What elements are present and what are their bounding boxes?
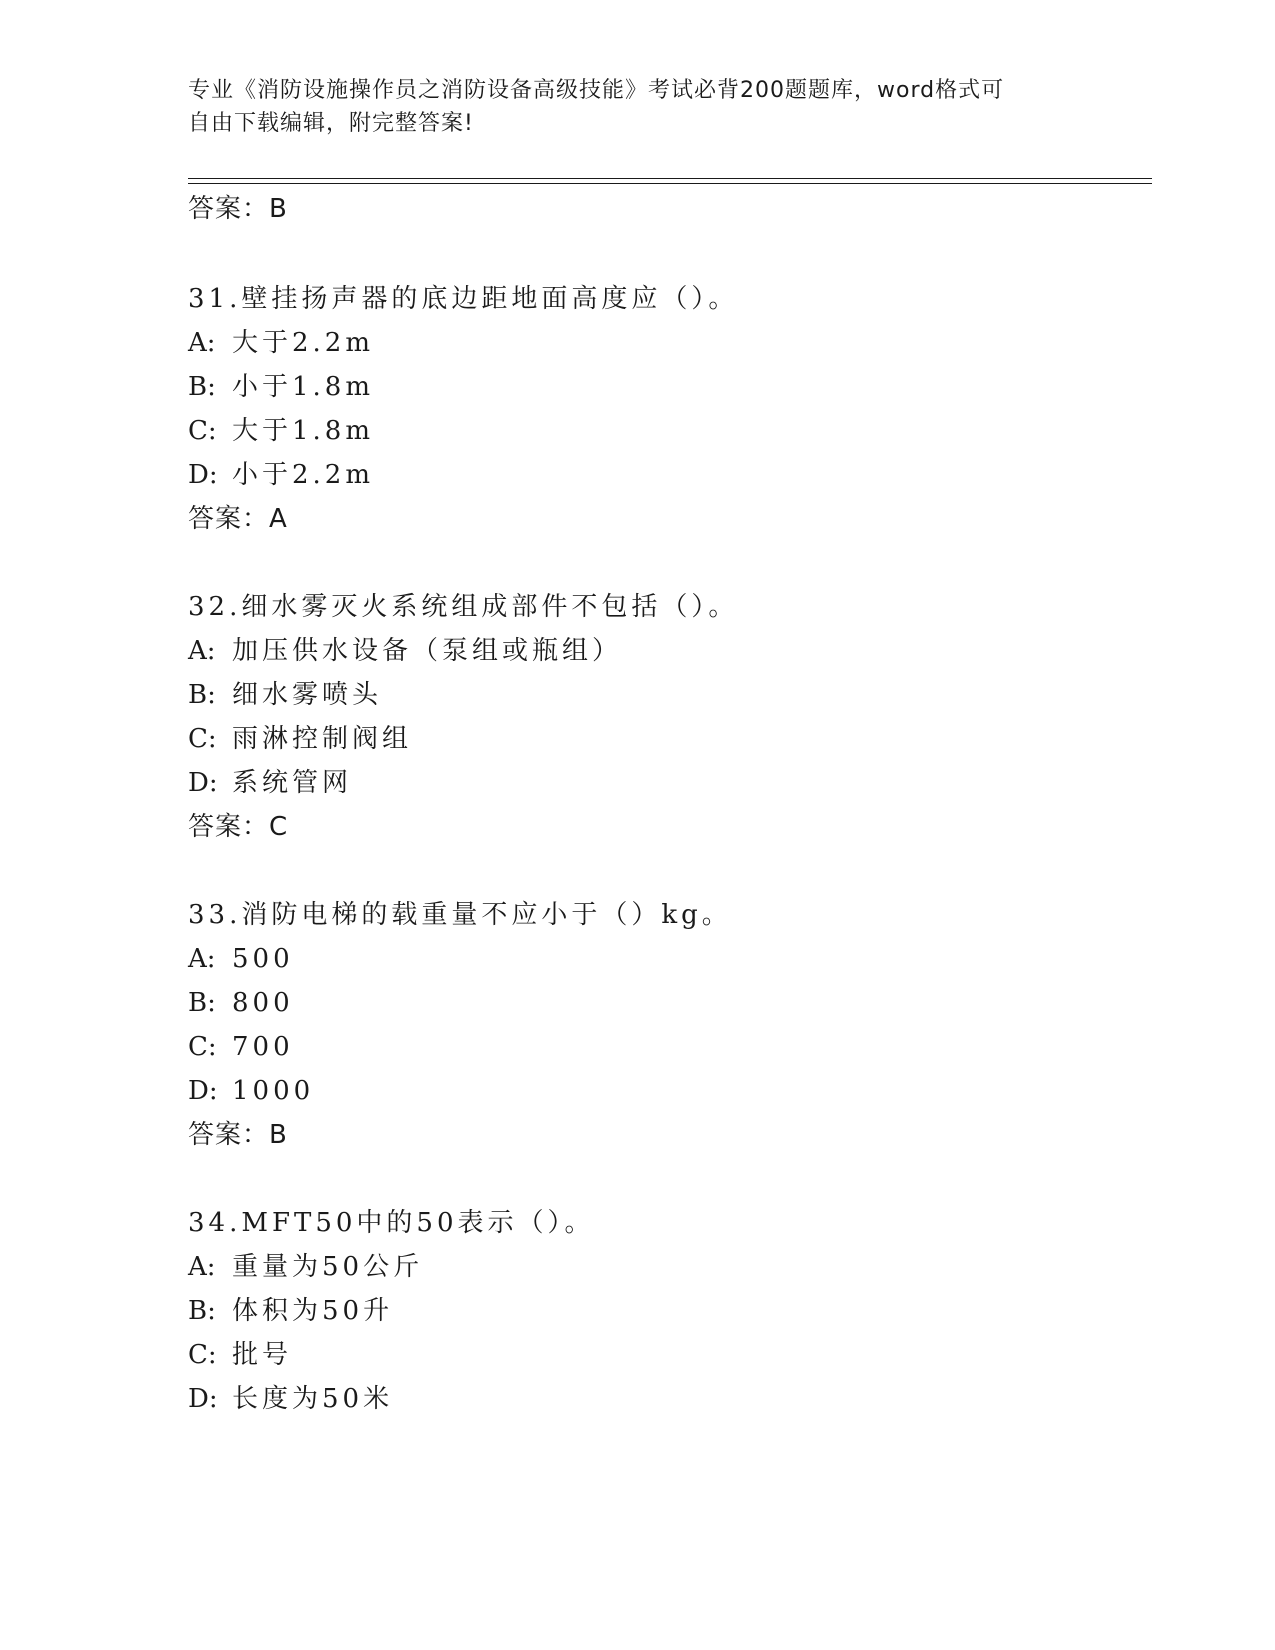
option-text: 雨淋控制阀组: [232, 724, 413, 754]
question-32-option-b: [188, 679, 382, 711]
question-34-text: 34.MFT50中的50表示（）。: [188, 1208, 595, 1238]
question-32-option-d: [188, 767, 352, 799]
header-line-1: 专业《消防设施操作员之消防设备高级技能》考试必背200题题库，word格式可: [188, 78, 1005, 103]
option-text: 加压供水设备（泵组或瓶组）: [232, 636, 623, 666]
question-32-answer: 答案：C: [188, 812, 289, 842]
option-text: 1000: [232, 1076, 315, 1106]
option-label: A:: [188, 1252, 216, 1282]
question-32-option-c: [188, 723, 412, 755]
question-33-option-c: [188, 1031, 294, 1063]
option-text: 小于1.8m: [232, 372, 375, 402]
option-label: B:: [188, 372, 216, 402]
option-text: 批号: [232, 1340, 293, 1370]
header-divider-top: [188, 178, 1152, 179]
option-text: 长度为50米: [232, 1384, 394, 1414]
option-label: B:: [188, 988, 216, 1018]
question-34-option-d: [188, 1383, 393, 1415]
question-31-option-c: [188, 415, 374, 447]
option-text: 系统管网: [232, 768, 353, 798]
question-32-option-a: [188, 635, 622, 667]
question-31-text: 31.壁挂扬声器的底边距地面高度应（）。: [188, 284, 739, 314]
option-label: C:: [188, 1340, 217, 1370]
header-divider-bottom: [188, 183, 1152, 184]
option-label: C:: [188, 416, 217, 446]
option-text: 700: [232, 1032, 294, 1062]
header-line-2: 自由下载编辑，附完整答案!: [188, 111, 474, 136]
option-label: A:: [188, 328, 216, 358]
question-34-option-c: [188, 1339, 292, 1371]
option-text: 大于2.2m: [232, 328, 375, 358]
option-label: B:: [188, 1296, 216, 1326]
option-label: C:: [188, 724, 217, 754]
question-31-option-b: [188, 371, 374, 403]
option-label: D:: [188, 460, 218, 490]
option-text: 重量为50公斤: [232, 1252, 424, 1282]
option-label: D:: [188, 768, 218, 798]
question-33-option-d: [188, 1075, 314, 1107]
question-33-option-b: [188, 987, 294, 1019]
option-label: B:: [188, 680, 216, 710]
option-text: 细水雾喷头: [232, 680, 383, 710]
question-33-answer: 答案：B: [188, 1120, 288, 1150]
option-label: D:: [188, 1384, 218, 1414]
option-text: 大于1.8m: [232, 416, 375, 446]
option-label: A:: [188, 636, 216, 666]
option-text: 体积为50升: [232, 1296, 394, 1326]
question-31-answer: 答案：A: [188, 504, 288, 534]
option-text: 500: [232, 944, 294, 974]
option-text: 800: [232, 988, 294, 1018]
option-label: D:: [188, 1076, 218, 1106]
question-34-option-a: [188, 1251, 423, 1283]
question-33-text: 33.消防电梯的载重量不应小于（）kg。: [188, 900, 732, 930]
option-text: 小于2.2m: [232, 460, 375, 490]
previous-answer: 答案：B: [188, 194, 288, 224]
document-header: [188, 74, 1068, 140]
question-31-option-a: [188, 327, 374, 359]
question-31-option-d: [188, 459, 374, 491]
question-32-text: 32.细水雾灭火系统组成部件不包括（）。: [188, 592, 739, 622]
question-33-option-a: [188, 943, 294, 975]
option-label: C:: [188, 1032, 217, 1062]
option-label: A:: [188, 944, 216, 974]
question-34-option-b: [188, 1295, 393, 1327]
